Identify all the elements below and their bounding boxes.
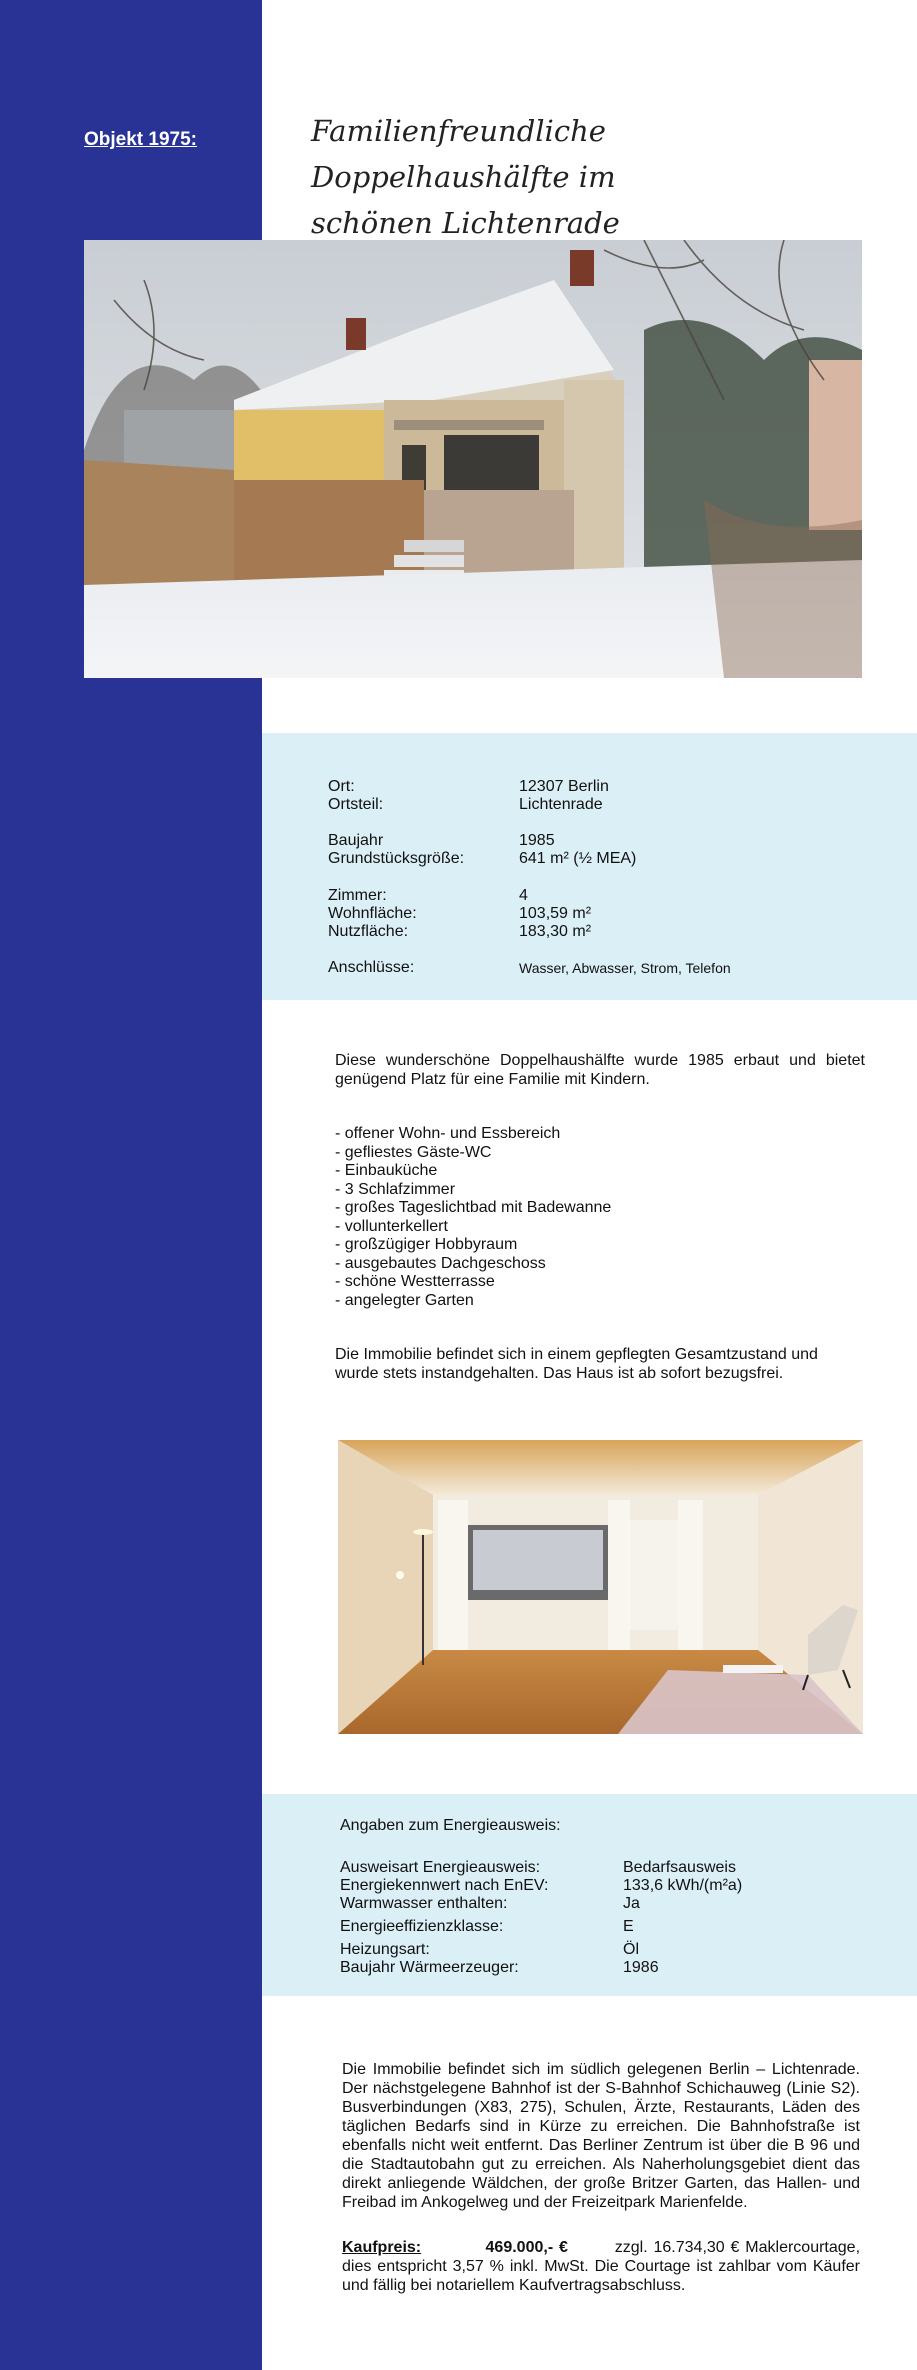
energy-label: Baujahr Wärmeerzeuger: <box>340 1959 519 1976</box>
fact-label: Grundstücksgröße: <box>328 850 465 867</box>
location-paragraph: Die Immobilie befindet sich im südlich gelegenen Berlin – Lichtenrade. Der nächstgelegene Bahnhof ist der S-Bahnhof Schichauweg (Linie S2). Busverbindungen (X83, 275), Schulen, Ärzte, Restaurants, Läden des täglichen Bedarfs sind in Kürze zu erreichen. Die Bahnhofstraße ist ebenfalls nicht weit entfernt. Das Berliner Zentrum ist über die B 96 und die Stadtautobahn gut zu erreichen. Als Naherholungsgebiet dient das direkt anliegende Wäldchen, der große Britzer Garten, das Hallen- und Freibad im Ankogelweg und der Freizeitpark Marienfelde. <box>342 2061 860 2211</box>
list-item: - ausgebautes Dachgeschoss <box>335 1254 546 1272</box>
exterior-photo <box>84 240 862 678</box>
feature-list <box>335 1125 611 1310</box>
fact-value: Lichtenrade <box>519 796 603 813</box>
energy-value: Bedarfsausweis <box>623 1859 736 1876</box>
energy-label: Ausweisart Energieausweis: <box>340 1859 541 1876</box>
energy-label: Energieeffizienzklasse: <box>340 1918 504 1935</box>
price-label: Kaufpreis: <box>342 2239 422 2256</box>
fact-label: Wohnfläche: <box>328 905 417 922</box>
fact-value: 1985 <box>519 832 555 849</box>
energy-label: Heizungsart: <box>340 1941 430 1958</box>
object-number: Objekt 1975: <box>84 129 197 150</box>
energy-label: Warmwasser enthalten: <box>340 1895 508 1912</box>
list-item: - gefliestes Gäste-WC <box>335 1143 492 1161</box>
list-item: - vollunterkellert <box>335 1217 448 1235</box>
fact-value: 4 <box>519 887 528 904</box>
title-line-1: Familienfreundliche Doppelhaushälfte im <box>311 114 616 194</box>
list-item: - großzügiger Hobbyraum <box>335 1236 518 1253</box>
page-title <box>311 108 791 246</box>
interior-photo <box>338 1440 863 1734</box>
list-item: - angelegter Garten <box>335 1291 474 1309</box>
price-block <box>342 2238 860 2295</box>
energy-value: Ja <box>623 1895 640 1912</box>
list-item: - Einbauküche <box>335 1162 438 1179</box>
list-item: - schöne Westterrasse <box>335 1273 495 1290</box>
fact-value: 183,30 m² <box>519 923 592 940</box>
fact-label: Ort: <box>328 778 355 795</box>
fact-label: Anschlüsse: <box>328 959 415 976</box>
list-item: - offener Wohn- und Essbereich <box>335 1125 561 1142</box>
intro-paragraph: Diese wunderschöne Doppelhaushälfte wurde 1985 erbaut und bietet genügend Platz für eine Familie mit Kindern. <box>335 1052 865 1088</box>
energy-value: E <box>623 1918 634 1935</box>
price-details: zzgl. 16.734,30 € Maklercourtage, dies entspricht 3,57 % inkl. MwSt. Die Courtage ist zahlbar vom Käufer und fällig bei notariellem Kaufvertragsabschluss. <box>342 2239 861 2294</box>
energy-value: 133,6 kWh/(m²a) <box>623 1877 743 1894</box>
energy-label: Energiekennwert nach EnEV: <box>340 1877 549 1894</box>
price-value: 469.000,- € <box>485 2239 568 2256</box>
fact-value: Wasser, Abwasser, Strom, Telefon <box>519 960 731 976</box>
title-line-2: schönen Lichtenrade <box>311 206 620 240</box>
fact-label: Baujahr <box>328 832 384 849</box>
fact-value: 641 m² (½ MEA) <box>519 850 637 867</box>
fact-label: Zimmer: <box>328 887 387 904</box>
fact-value: 12307 Berlin <box>519 778 609 795</box>
fact-label: Ortsteil: <box>328 796 384 813</box>
energy-value: 1986 <box>623 1959 659 1976</box>
fact-value: 103,59 m² <box>519 905 592 922</box>
condition-paragraph: Die Immobilie befindet sich in einem gepflegten Gesamtzustand und wurde stets instandgehalten. Das Haus ist ab sofort bezugsfrei. <box>335 1346 818 1382</box>
fact-label: Nutzfläche: <box>328 923 409 940</box>
list-item: - großes Tageslichtbad mit Badewanne <box>335 1199 612 1216</box>
list-item: - 3 Schlafzimmer <box>335 1180 456 1198</box>
energy-value: Öl <box>623 1941 639 1958</box>
energy-heading: Angaben zum Energieausweis: <box>340 1817 561 1834</box>
